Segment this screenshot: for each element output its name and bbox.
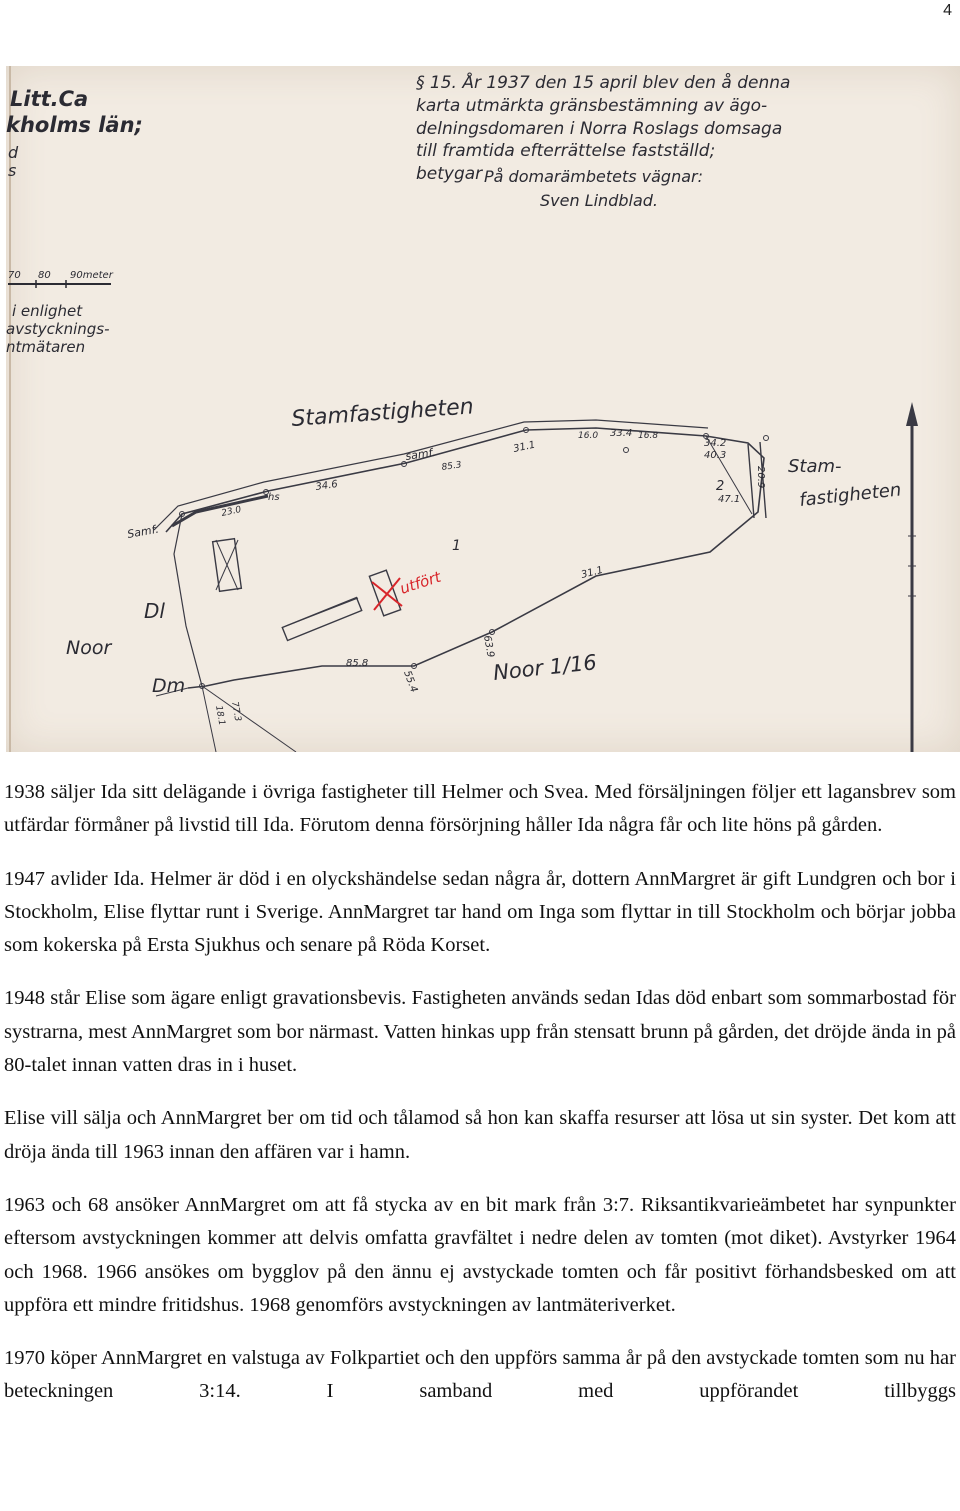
scale-90: 90meter [70, 270, 113, 281]
utfort-label: utfört [397, 567, 444, 598]
certificate-line-6: På domarämbetets vägnar: [484, 167, 703, 186]
certificate-line-5: betygar [416, 164, 483, 184]
measure-85-8: 85.8 [346, 658, 369, 669]
margin-litt-ca: Litt.Ca [10, 87, 89, 111]
measure-34-2: 34.2 [704, 438, 727, 449]
label-stam: Stam- [788, 456, 842, 477]
measure-55-4: 55.4 [401, 669, 420, 694]
paragraph-1963: 1963 och 68 ansöker AnnMargret om att få stycka av en bit mark från 3:7. Riksantikvarieämbetet har synpunkter eftersom avstyckningen kommer att delvis omfatta gravfältet i nedre delen av tomten (mot diket). Avstyrker 1964 och 1968. 1966 ansökes om bygglov på den ännu ej avstyckade tomten och får positivt förhandsbesked om att uppföra ett mindre fritidshus. 1968 genomförs avstyckningen av lantmäteriverket. [4, 1193, 956, 1316]
certificate-line-4: till framtida efterrättelse fastställd; [416, 141, 716, 161]
measure-77-3: 77.3 [229, 700, 243, 723]
measure-85-3: 85.3 [441, 460, 463, 473]
label-samf-top: samf. [404, 445, 437, 463]
measure-23-0: 23.0 [220, 504, 243, 519]
margin-lan: kholms län; [6, 113, 143, 137]
measure-20-9: 20.9 [755, 466, 766, 489]
measure-34-6: 34.6 [314, 478, 339, 493]
certificate-line-3: delningsdomaren i Norra Roslags domsaga [416, 119, 783, 139]
measure-31-1a: 31.1 [512, 439, 537, 455]
label-noor-1-16: Noor 1/16 [492, 650, 598, 685]
building-demolished [369, 570, 402, 616]
scale-70: 70 [8, 270, 21, 281]
page-number: 4 [943, 2, 952, 19]
paragraph-1948: 1948 står Elise som ägare enligt gravationsbevis. Fastigheten används sedan Idas död enbart som sommarbostad för systrarna, mest AnnMargret som bor närmast. Vatten hinkas upp från stensatt brunn på gården, det dröjde ända in på 80-talet innan vatten dras in i huset. [4, 987, 956, 1077]
label-fastigheten: fastigheten [798, 479, 903, 511]
margin-note-3: ntmätaren [6, 338, 86, 356]
margin-d: d [8, 143, 19, 162]
label-samf-left: Samf. [126, 522, 160, 541]
parcel-boundary [166, 428, 764, 688]
label-dm: Dm [152, 675, 186, 697]
body-text [4, 776, 956, 1429]
measure-63-9: 63.9 [481, 634, 496, 659]
label-hs: hs [268, 492, 280, 503]
label-stamfastigheten-top: Stamfastigheten [290, 394, 475, 432]
paragraph-1947: 1947 avlider Ida. Helmer är död i en olyckshändelse sedan några år, dottern AnnMargret är gift Lundgren och bor i Stockholm, Elise flyttar runt i Sverige. AnnMargret tar hand om Inga som flyttar in till Stockholm och börjar jobba som kokerska på Ersta Sjukhus och senare på Röda Korset. [4, 867, 956, 957]
certificate-line-2: karta utmärkta gränsbestämning av ägo- [416, 96, 768, 116]
paragraph-elise: Elise vill sälja och AnnMargret ber om tid och tålamod så hon kan skaffa resurser att lösa ut sin syster. Det kom att dröja ända till 1963 innan den affären var i hamn. [4, 1107, 956, 1163]
certificate-line-1: § 15. År 1937 den 15 april blev den å denna [416, 73, 791, 93]
margin-s: s [8, 161, 17, 180]
measure-18-1: 18.1 [213, 704, 227, 727]
measure-31-1b: 31.1 [580, 564, 605, 581]
paragraph-1938: 1938 säljer Ida sitt delägande i övriga fastigheter till Helmer och Svea. Med försäljningen följer ett lagansbrev som utfärdar förmåner på livstid till Ida. Förutom denna försörjning håller Ida några får och lite höns på gården. [4, 781, 956, 837]
property-map-image [6, 66, 960, 752]
measure-47-1: 47.1 [718, 494, 741, 505]
property-map-drawing [6, 66, 960, 752]
certificate-signature: Sven Lindblad. [540, 191, 658, 210]
measure-16-0: 16.0 [578, 431, 599, 441]
building-long [282, 598, 361, 641]
paragraph-1970: 1970 köper AnnMargret en valstuga av Folkpartiet och den uppförs samma år på den avstyckade tomten som nu har beteckningen 3:14. I samband med uppförandet tillbyggs [4, 1347, 956, 1403]
building-left [213, 539, 242, 592]
label-parcel-2: 2 [716, 479, 725, 494]
north-arrow [906, 402, 918, 752]
scale-80: 80 [38, 270, 51, 281]
measure-33-4: 33.4 [610, 428, 633, 439]
measure-16-8: 16.8 [638, 431, 659, 441]
margin-note-1: i enlighet [12, 302, 83, 320]
label-noor-left: Noor [66, 637, 112, 659]
margin-note-2: avstycknings- [6, 320, 110, 338]
label-parcel-1: 1 [452, 538, 461, 554]
label-dl: Dl [144, 599, 165, 623]
measure-40-3: 40.3 [704, 450, 727, 461]
